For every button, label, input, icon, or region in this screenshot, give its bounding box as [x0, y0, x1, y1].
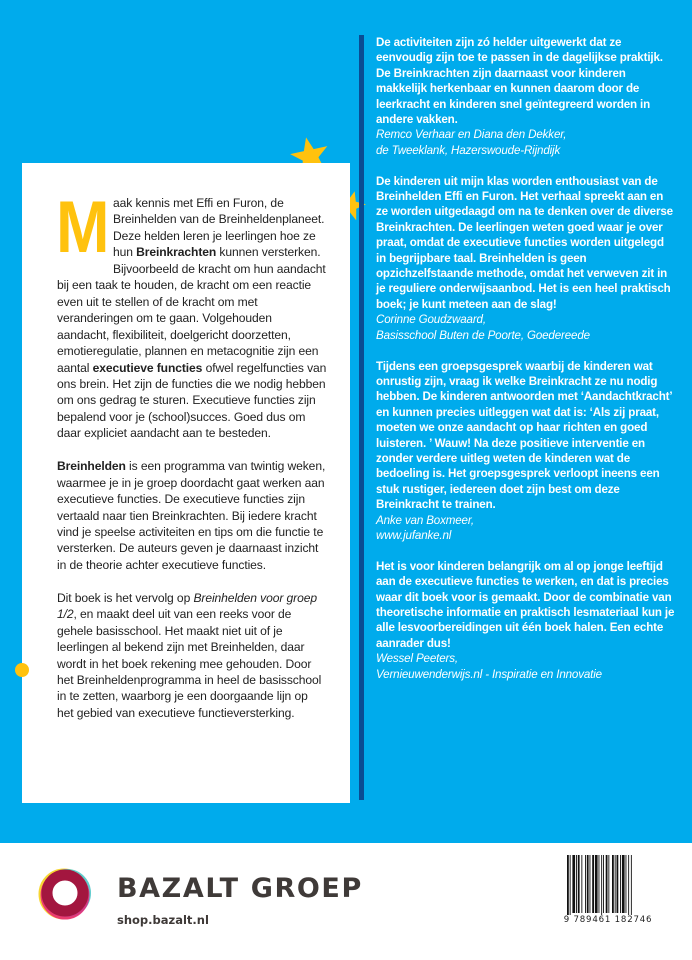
intro-paragraph-2 [57, 458, 327, 573]
intro-paragraph-3 [57, 590, 327, 722]
testimonial-text: De activiteiten zijn zó helder uitgewerkt dat ze eenvoudig zijn toe te passen in de dagelijkse praktijk. De Breinkrachten zijn daarnaast voor kinderen makkelijk herkenbaar en kunnen daarom door de leerkracht en kinderen snel geïntegreerd worden in andere vakken. [376, 36, 663, 127]
testimonial-author: Remco Verhaar en Diana den Dekker, [376, 128, 567, 142]
ring-logo-icon [37, 865, 93, 921]
barcode-bar [585, 855, 586, 913]
intro-paragraph-1 [56, 187, 327, 442]
footer [0, 843, 692, 960]
book-title: Breinhelden voor groep 1/2 [57, 590, 317, 622]
barcode-bar [581, 855, 582, 913]
testimonial-affiliation: de Tweeklank, Hazerswoude-Rijndijk [376, 143, 561, 157]
dropcap: M [56, 187, 108, 268]
bold-term: Breinhelden [57, 459, 126, 474]
barcode-bar [631, 855, 632, 919]
barcode-bar [570, 855, 571, 919]
barcode-bar [595, 855, 598, 913]
barcode-bar [590, 855, 591, 913]
text-run: , en maakt deel uit van een reeks voor de gehele basisschool. Het maakt niet uit of je leerlingen al bekend zijn met Breinhelden, daar wordt in het boek rekening mee gehouden. Door het Breinheldenprogramma in heel de basisschool in te zetten, waarborg je een doorgaande lijn op het gebied van executieve functieversterking. [57, 607, 322, 720]
intro-textbox [22, 163, 350, 803]
testimonial-affiliation: Vernieuwenderwijs.nl - Inspiratie en Innovatie [376, 667, 602, 681]
testimonial [376, 35, 676, 158]
testimonial [376, 559, 676, 682]
testimonial-affiliation: www.jufanke.nl [376, 528, 452, 542]
website-link[interactable]: shop.bazalt.nl [117, 913, 209, 927]
text-run: kunnen versterken. Bijvoorbeeld de kracht om hun aandacht bij een taak te houden, de kracht om een reactie even uit te stellen of de kracht om met veranderingen om te gaan. Volgehouden aandacht, flexibiliteit, doelgericht doorzetten, emotieregulatie, plannen en metacognitie zijn een aantal [57, 245, 326, 375]
testimonial-text: Het is voor kinderen belangrijk om al op jonge leeftijd aan de executieve functies te werken, en dat is precies waar dit boek voor is gemaakt. Door de combinatie van theoretische informatie en praktisch lesmateriaal kun je alle lesvoorbereidingen uit één boek halen. Een echte aanrader dus! [376, 559, 675, 650]
barcode-bar [599, 855, 600, 913]
isbn-number: 9 789461 182746 [560, 915, 656, 925]
testimonial [376, 359, 676, 544]
barcode-bar [603, 855, 604, 913]
text-run: aak kennis met Effi en Furon, de Breinhelden van de Breinheldenplaneet. Deze helden leren je leerlingen hoe ze hun [113, 196, 325, 260]
testimonial-author: Corinne Goudzwaard, [376, 313, 486, 327]
text-run: Dit boek is het vervolg op [57, 590, 194, 605]
brand-name: BAZALT GROEP [117, 873, 363, 904]
testimonials [376, 35, 676, 697]
barcode-bar [615, 855, 616, 913]
barcode-bar [592, 855, 594, 913]
barcode-bar [567, 855, 569, 919]
barcode-bar [628, 855, 629, 919]
testimonial-text: Tijdens een groepsgesprek waarbij de kinderen wat onrustig zijn, vraag ik welke Breinkracht ze nu nodig hebben. De kinderen antwoorden met ‘Aandachtkracht’ en kunnen precies uitleggen wat dat is: ‘Als zij praat, moeten we onze aandacht op haar richten en goed luisteren. ’ Wauw! Na deze positieve interventie en zonder verdere uitleg weten de kinderen wat de bedoeling is. Het groepsgesprek verloopt ineens een stuk rustiger, iedereen doet zijn best om deze Breinkracht te trainen. [376, 359, 672, 512]
testimonial [376, 174, 676, 343]
barcode-bar [578, 855, 580, 913]
testimonial-affiliation: Basisschool Buten de Poorte, Goedereede [376, 328, 590, 342]
barcode-bar [608, 855, 609, 913]
barcode-bar [606, 855, 608, 913]
yellow-dot-decoration [15, 663, 29, 677]
quote-bar [359, 35, 364, 800]
barcode-bar [622, 855, 625, 913]
text-run: ofwel regelfuncties van ons brein. Het zijn de functies die we nodig hebben om ons gedrag te sturen. Executieve functies zijn bepalend voor je (school)succes. Goed dus om daar expliciet aandacht aan te besteden. [57, 360, 327, 441]
intro-text [56, 187, 327, 738]
testimonial-author: Anke van Boxmeer, [376, 513, 474, 527]
barcode-bar [617, 855, 619, 913]
barcode-bar [612, 855, 614, 913]
bold-term: Breinkrachten [136, 245, 217, 260]
text-run: is een programma van twintig weken, waarmee je in je groep doordacht gaat werken aan executieve functies. De executieve functies zijn vertaald naar tien Breinkrachten. Bij iedere kracht vind je speelse activiteiten en tips om die functie te versterken. De auteurs geven je daarnaast inzicht in de theorie achter executieve functies. [57, 459, 326, 572]
barcode-bar [587, 855, 589, 913]
testimonial-author: Wessel Peeters, [376, 652, 458, 666]
barcode-icon [566, 855, 652, 919]
bold-term: executieve functies [92, 360, 203, 375]
barcode-bar [601, 855, 602, 919]
barcode-bar [572, 855, 575, 913]
barcode-bar [620, 855, 621, 913]
barcode-bar [626, 855, 627, 913]
testimonial-text: De kinderen uit mijn klas worden enthousiast van de Breinhelden Effi en Furon. Het verhaal spreekt aan en ze worden uitgedaagd om na te denken over de diverse Breinkrachten. De leerlingen weten goed waar je over praat, omdat de executieve functies worden uitgelegd in begrijpbare taal. Breinhelden is geen opzichzelfstaande methode, omdat het verweven zit in je reguliere onderwijsaanbod. Het is een heel praktisch boek; je kunt meteen aan de slag! [376, 174, 673, 311]
barcode-bar [576, 855, 577, 913]
